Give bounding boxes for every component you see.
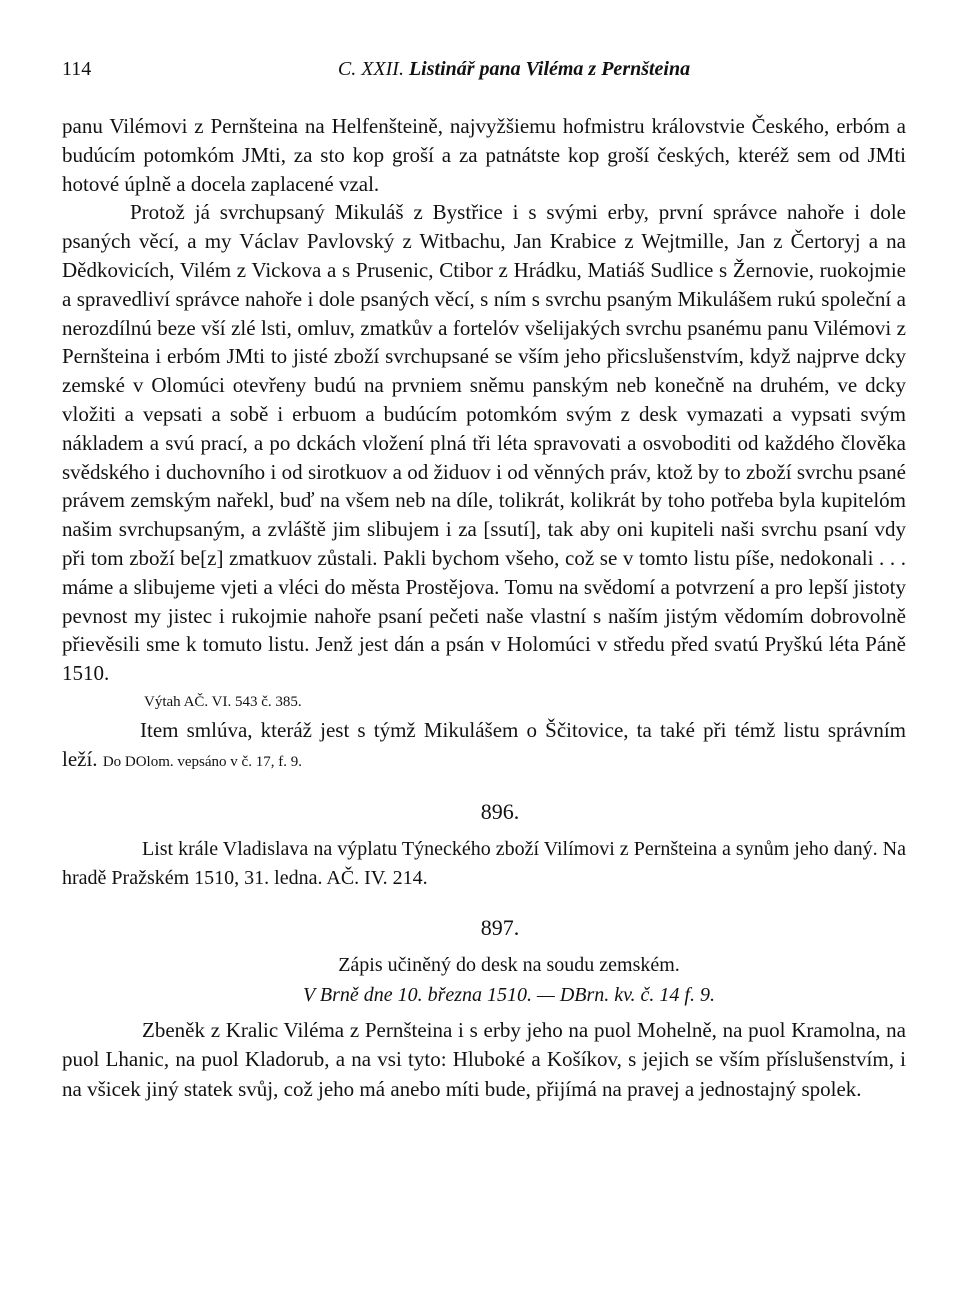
item-note-reference: Do DOlom. vepsáno v č. 17, f. 9.: [102, 753, 302, 770]
document-number-896: 896.: [480, 798, 520, 824]
regest-897: Zápis učiněný do desk na soudu zemském.: [338, 953, 680, 976]
dateline-897: V Brně dne 10. března 1510. — DBrn. kv. č. 14 f. 9.: [303, 983, 715, 1006]
running-head: [62, 58, 906, 92]
page-number: 114: [62, 58, 92, 80]
regest-896: List krále Vladislava na výplatu Týneckého zboží Vilímovi z Pernšteina a synům jeho daný. Na hradě Pražském 1510, 31. ledna. AČ. IV. 214.: [62, 837, 906, 889]
running-title: [62, 58, 906, 81]
item-note: [62, 716, 906, 777]
document-text-897: Zbeněk z Kralic Viléma z Pernšteina i s erby jeho na puol Mohelně, na puol Kramolna, na puol Lhanic, na puol Kladorub, a na vsi tyto: Hluboké a Košíkov, s jejich se vším příslušenstvím, i na všicek jiný statek svůj, což jeho má anebo míti bude, přijímá na pravej a jednostajný spolek.: [62, 1017, 906, 1101]
source-note: Výtah AČ. VI. 543 č. 385.: [144, 693, 302, 710]
main-paragraph: Protož já svrchupsaný Mikuláš z Bystřice i s svými erby, první správce nahoře i dole psaných věcí, a my Václav Pavlovský z Witbachu, Jan Krabice z Wejtmille, Jan z Čertoryj a na Dědkovicích, Vilém z Vickova a s Prusenic, Ctibor z Hrádku, Matiáš Sudlice s Žernovie, ruokojmie a spravedliví správce nahoře i dole psaných věcí, s ním s svrchu psaným Mikulášem rukú společní a nerozdílnú beze vší zlé lsti, omluv, zmatkův a fortelóv všelijakých svrchu psanému panu Vilémovi z Pernšteina i erbóm JMti to jisté zboží svrchupsané se vším jeho přicslušenstvím, když najprve dcky zemské v Olomúci otevřeny budú na prvniem sněmu panským neb konečně na druhém, ve dcky vložiti a vepsati a sobě i erbuom a budúcím potomkóm svým z desk vymazati a vypsati svým nákladem a svú prací, a po dckách vložení plná tři léta spravovati a osvoboditi od každého člověka svědského i duchovního i od sirotkuov a od židuov i od věnných práv, ktož by to zboží svrchu psané právem zemským nařekl, buď na všem neb na díle, tolikrát, kolikrát by toho potřeba byla kupitelóm našim svrchupsaným, a zvláště jim slibujem i za [ssutí], tak aby oni kupiteli naši svrchu psaní vdy při tom zboží be[z] zmatkuov zůstali. Pakli bychom všeho, což se v tomto listu píše, nedokonali . . . máme a slibujeme vjeti a vléci do města Prostějova. Tomu na svědomí a potvrzení a pro lepší jistoty pevnost my jistec i rukojmie nahoře psaní pečeti naše vlastní s naším jistým vědomím dobrovolně přievěsili sme k tomuto listu. Jenž jest dán a psán v Holomúci v středu před svatú Pryškú léta Páně 1510.: [62, 200, 906, 686]
main-text: [62, 112, 906, 688]
running-title-main: Listinář pana Viléma z Pernšteina: [408, 58, 691, 80]
page: [62, 58, 906, 1104]
document-number-897: 897.: [480, 914, 520, 940]
running-title-prefix: C. XXII.: [337, 58, 409, 80]
continuation-paragraph: panu Vilémovi z Pernšteina na Helfenšteině, najvyžšiemu hofmistru královstvie Českého, erbóm a budúcím potomkóm JMti, za sto kop groší a za patnátste kop groší českých, kteréž sem od JMti hotové úplně a docela zaplacené vzal.: [62, 114, 906, 196]
item-note-text: Item smlúva, kteráž jest s týmž Mikulášem o Ščitovice, ta také při témž listu správním leží.: [62, 717, 906, 771]
